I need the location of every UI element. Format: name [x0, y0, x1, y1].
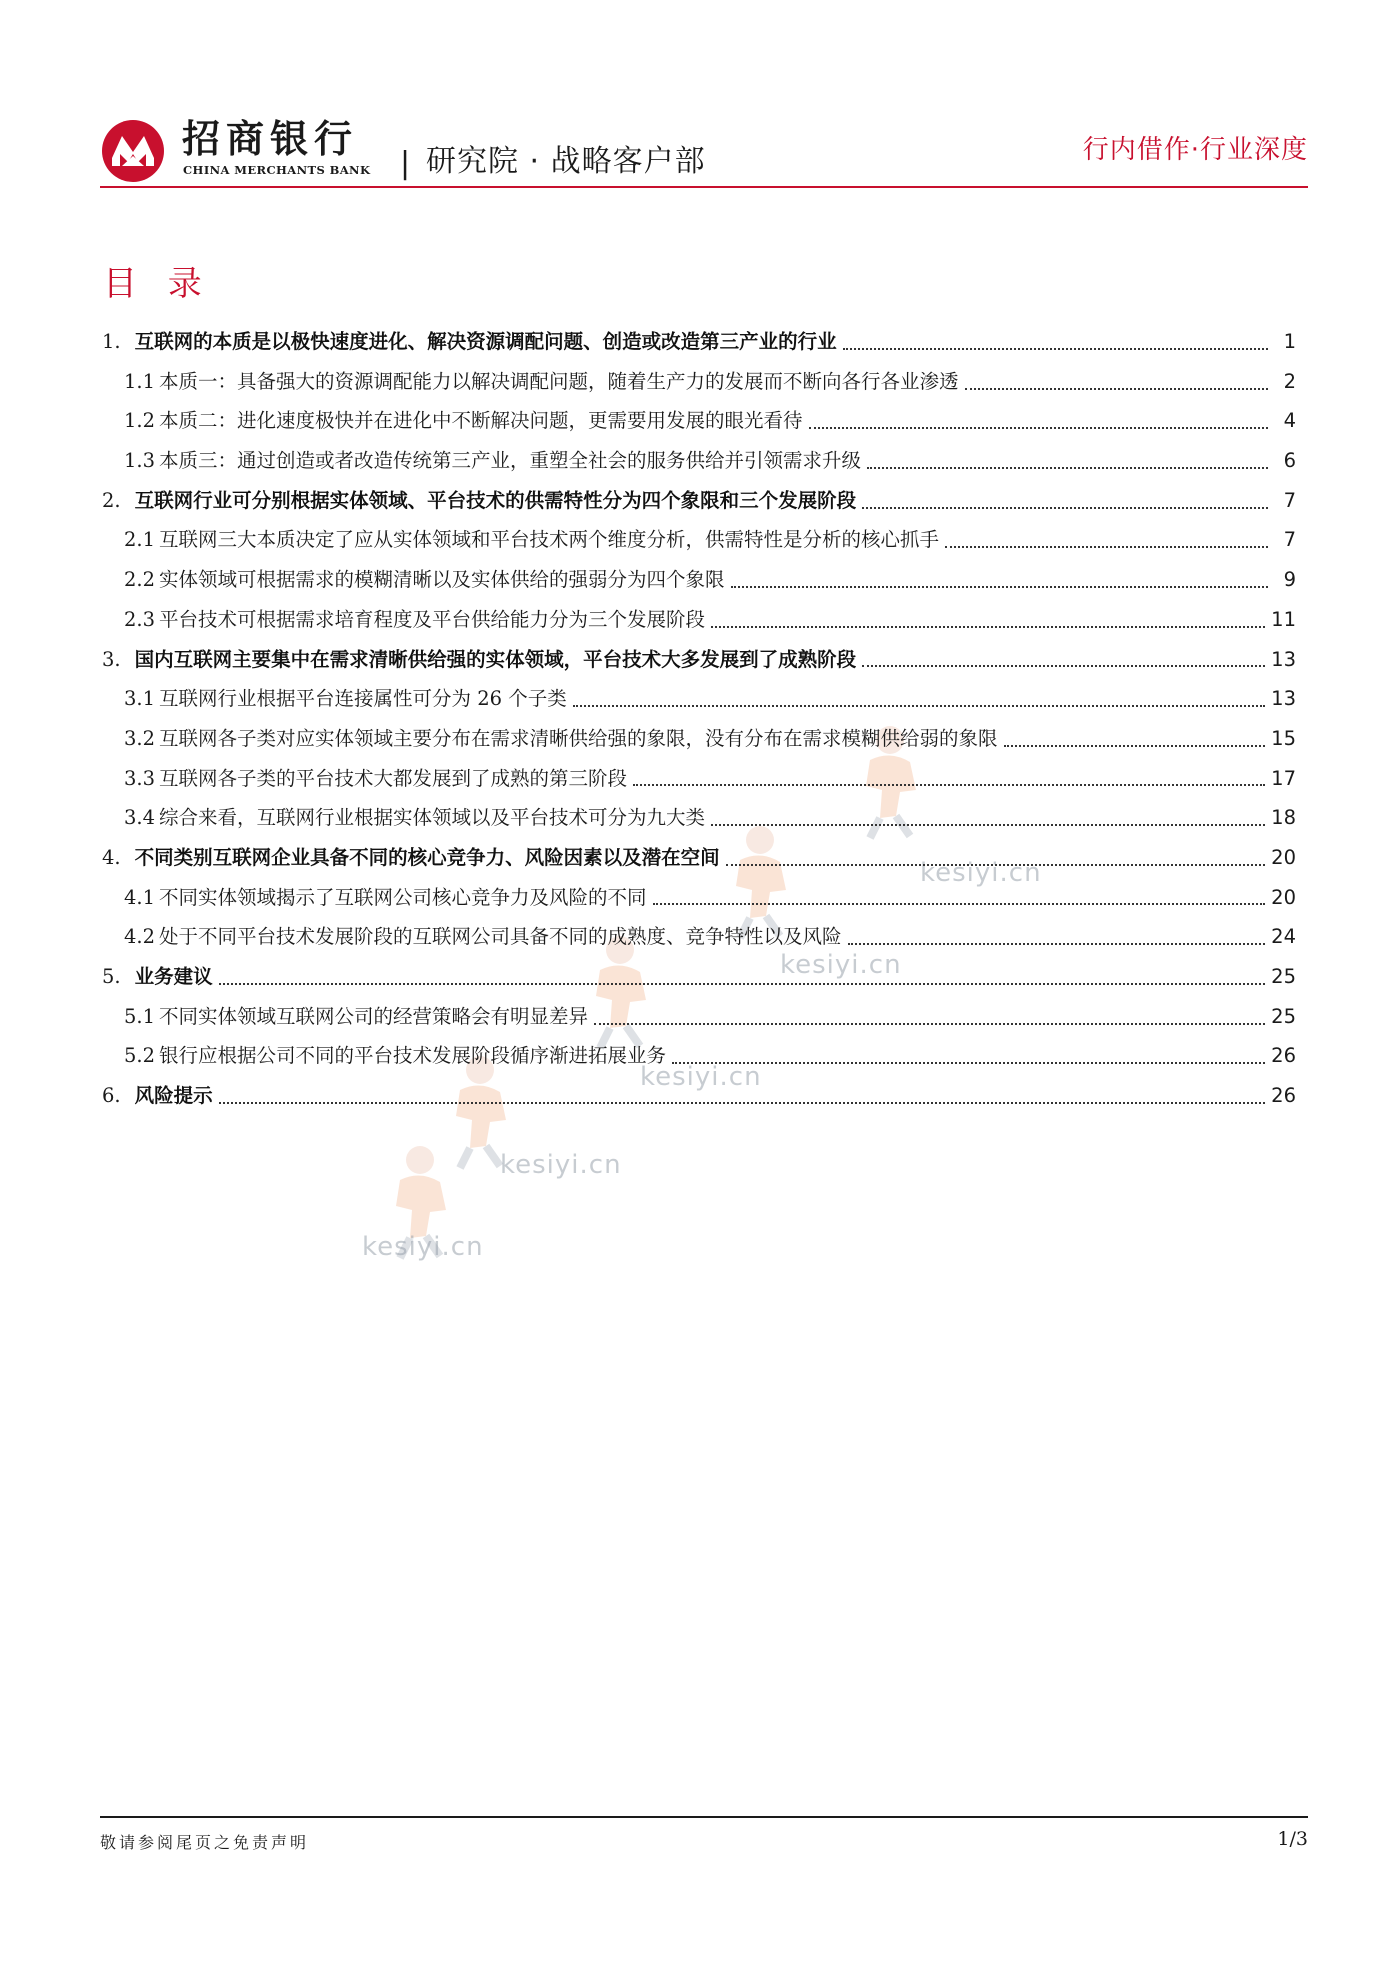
- toc-entry[interactable]: [102, 640, 1296, 680]
- toc-leader-dots: [848, 943, 1266, 945]
- toc-leader-dots: [726, 864, 1266, 866]
- toc-text: 不同实体领域揭示了互联网公司核心竞争力及风险的不同: [159, 885, 647, 909]
- toc-leader-dots: [633, 784, 1265, 786]
- toc-leader-dots: [219, 983, 1266, 985]
- toc-page-number: 17: [1271, 766, 1296, 790]
- toc-leader-dots: [862, 507, 1268, 509]
- toc-number: 1.3: [124, 449, 156, 473]
- toc-page-number: 25: [1271, 1004, 1296, 1028]
- toc-text: 互联网三大本质决定了应从实体领域和平台技术两个维度分析，供需特性是分析的核心抓手: [159, 528, 940, 552]
- toc-page-number: 1: [1283, 330, 1296, 353]
- logo-english-name: CHINA MERCHANTS BANK: [183, 163, 371, 177]
- toc-page-number: 20: [1271, 845, 1296, 869]
- toc-leader-dots: [809, 427, 1268, 429]
- toc-entry[interactable]: [102, 600, 1296, 640]
- toc-leader-dots: [219, 1102, 1266, 1104]
- toc-text: 互联网行业根据平台连接属性可分为 26 个子类: [159, 687, 567, 711]
- toc-leader-dots: [1004, 745, 1266, 747]
- toc-entry[interactable]: [102, 520, 1296, 560]
- toc-entry[interactable]: [102, 362, 1296, 402]
- toc-number: 4.2: [124, 925, 156, 949]
- toc-text: 互联网行业可分别根据实体领域、平台技术的供需特性分为四个象限和三个发展阶段: [134, 488, 857, 512]
- toc-number: 3.4: [124, 806, 156, 830]
- toc-leader-dots: [843, 348, 1268, 350]
- toc-text: 风险提示: [134, 1084, 213, 1108]
- toc-number: 4.1: [124, 885, 156, 909]
- watermark-figure-icon: [360, 1140, 470, 1260]
- watermark-text: kesiyi.cn: [780, 950, 902, 980]
- toc-text: 不同实体领域互联网公司的经营策略会有明显差异: [159, 1004, 589, 1028]
- disclaimer-note: 敬请参阅尾页之免责声明: [100, 1833, 310, 1852]
- toc-number: 5.1: [124, 1004, 156, 1028]
- toc-number: 5.: [102, 965, 121, 988]
- toc-page-number: 7: [1283, 488, 1296, 512]
- toc-entry[interactable]: [102, 798, 1296, 838]
- toc-text: 互联网的本质是以极快速度进化、解决资源调配问题、创造或改造第三产业的行业: [134, 330, 837, 353]
- toc-page-number: 11: [1271, 607, 1296, 631]
- page-header: [100, 100, 1308, 190]
- toc-page-number: 7: [1283, 528, 1296, 552]
- toc-entry[interactable]: [102, 679, 1296, 719]
- toc-entry[interactable]: [102, 560, 1296, 600]
- toc-entry[interactable]: [102, 997, 1296, 1037]
- toc-text: 互联网各子类对应实体领域主要分布在需求清晰供给强的象限，没有分布在需求模糊供给弱的象限: [159, 726, 998, 750]
- toc-page-number: 9: [1283, 568, 1296, 592]
- toc-leader-dots: [945, 546, 1268, 548]
- toc-title: 目 录: [103, 264, 212, 304]
- toc-page-number: 18: [1271, 806, 1296, 830]
- toc-text: 实体领域可根据需求的模糊清晰以及实体供给的强弱分为四个象限: [159, 568, 725, 592]
- toc-text: 本质二：进化速度极快并在进化中不断解决问题，更需要用发展的眼光看待: [159, 409, 803, 433]
- toc-leader-dots: [672, 1062, 1265, 1064]
- toc-number: 1.: [102, 330, 121, 353]
- toc-entry[interactable]: [102, 441, 1296, 481]
- toc-page-number: 26: [1271, 1044, 1296, 1068]
- header-separator: |: [400, 146, 411, 181]
- toc-text: 互联网各子类的平台技术大都发展到了成熟的第三阶段: [159, 766, 628, 790]
- toc-page-number: 4: [1283, 409, 1296, 433]
- watermark-text: kesiyi.cn: [640, 1062, 762, 1092]
- toc-entry[interactable]: [102, 957, 1296, 997]
- toc-entry[interactable]: [102, 759, 1296, 799]
- toc-number: 3.1: [124, 687, 156, 711]
- department-label: 研究院 · 战略客户部: [426, 144, 706, 179]
- toc-number: 2.2: [124, 568, 156, 592]
- toc-page-number: 15: [1271, 726, 1296, 750]
- toc-text: 不同类别互联网企业具备不同的核心竞争力、风险因素以及潜在空间: [134, 845, 720, 869]
- toc-entry[interactable]: [102, 322, 1296, 362]
- toc-page-number: 25: [1271, 965, 1296, 988]
- toc-number: 2.3: [124, 607, 156, 631]
- watermark-text: kesiyi.cn: [362, 1232, 484, 1262]
- toc-number: 3.3: [124, 766, 156, 790]
- toc-entry[interactable]: [102, 719, 1296, 759]
- toc-entry[interactable]: [102, 878, 1296, 918]
- toc-page-number: 6: [1283, 449, 1296, 473]
- toc-number: 3.2: [124, 726, 156, 750]
- toc-number: 5.2: [124, 1044, 156, 1068]
- toc-text: 国内互联网主要集中在需求清晰供给强的实体领域，平台技术大多发展到了成熟阶段: [134, 647, 857, 671]
- toc-number: 2.1: [124, 528, 156, 552]
- toc-page-number: 2: [1283, 369, 1296, 393]
- toc-leader-dots: [862, 665, 1265, 667]
- cmb-logo-icon: [100, 118, 166, 184]
- toc-entry[interactable]: [102, 1036, 1296, 1076]
- toc-entry[interactable]: [102, 481, 1296, 521]
- toc-leader-dots: [965, 388, 1268, 390]
- toc-text: 本质三：通过创造或者改造传统第三产业，重塑全社会的服务供给并引领需求升级: [159, 449, 862, 473]
- toc-number: 3.: [102, 647, 121, 671]
- toc-leader-dots: [653, 903, 1266, 905]
- toc-leader-dots: [594, 1023, 1265, 1025]
- toc-entry[interactable]: [102, 401, 1296, 441]
- toc-page-number: 26: [1271, 1084, 1296, 1108]
- toc-leader-dots: [731, 586, 1268, 588]
- toc-entry[interactable]: [102, 1076, 1296, 1116]
- toc-number: 6.: [102, 1084, 121, 1108]
- watermark-text: kesiyi.cn: [500, 1150, 622, 1180]
- page-number: 1/3: [1277, 1828, 1308, 1850]
- toc-entry[interactable]: [102, 838, 1296, 878]
- toc-page-number: 13: [1271, 647, 1296, 671]
- toc-page-number: 24: [1271, 925, 1296, 949]
- toc-text: 本质一：具备强大的资源调配能力以解决调配问题，随着生产力的发展而不断向各行各业渗透: [159, 369, 959, 393]
- toc-text: 平台技术可根据需求培育程度及平台供给能力分为三个发展阶段: [159, 607, 706, 631]
- toc-number: 4.: [102, 845, 121, 869]
- watermark-text: kesiyi.cn: [920, 858, 1042, 888]
- toc-text: 处于不同平台技术发展阶段的互联网公司具备不同的成熟度、竞争特性以及风险: [159, 925, 842, 949]
- toc-text: 银行应根据公司不同的平台技术发展阶段循序渐进拓展业务: [159, 1044, 667, 1068]
- header-divider: [100, 186, 1308, 188]
- footer-divider: [100, 1816, 1308, 1818]
- toc-number: 2.: [102, 488, 121, 512]
- report-type-label: 行内借作·行业深度: [1082, 135, 1308, 165]
- toc-text: 综合来看，互联网行业根据实体领域以及平台技术可分为九大类: [159, 806, 706, 830]
- toc-leader-dots: [711, 824, 1265, 826]
- toc-page-number: 13: [1271, 687, 1296, 711]
- toc-leader-dots: [867, 467, 1268, 469]
- toc-number: 1.1: [124, 369, 156, 393]
- toc-leader-dots: [711, 626, 1265, 628]
- toc-leader-dots: [573, 705, 1265, 707]
- logo-chinese-name: 招商银行: [182, 117, 359, 161]
- toc-entry[interactable]: [102, 917, 1296, 957]
- toc-number: 1.2: [124, 409, 156, 433]
- toc-page-number: 20: [1271, 885, 1296, 909]
- toc-text: 业务建议: [134, 965, 213, 988]
- table-of-contents: [102, 322, 1296, 1116]
